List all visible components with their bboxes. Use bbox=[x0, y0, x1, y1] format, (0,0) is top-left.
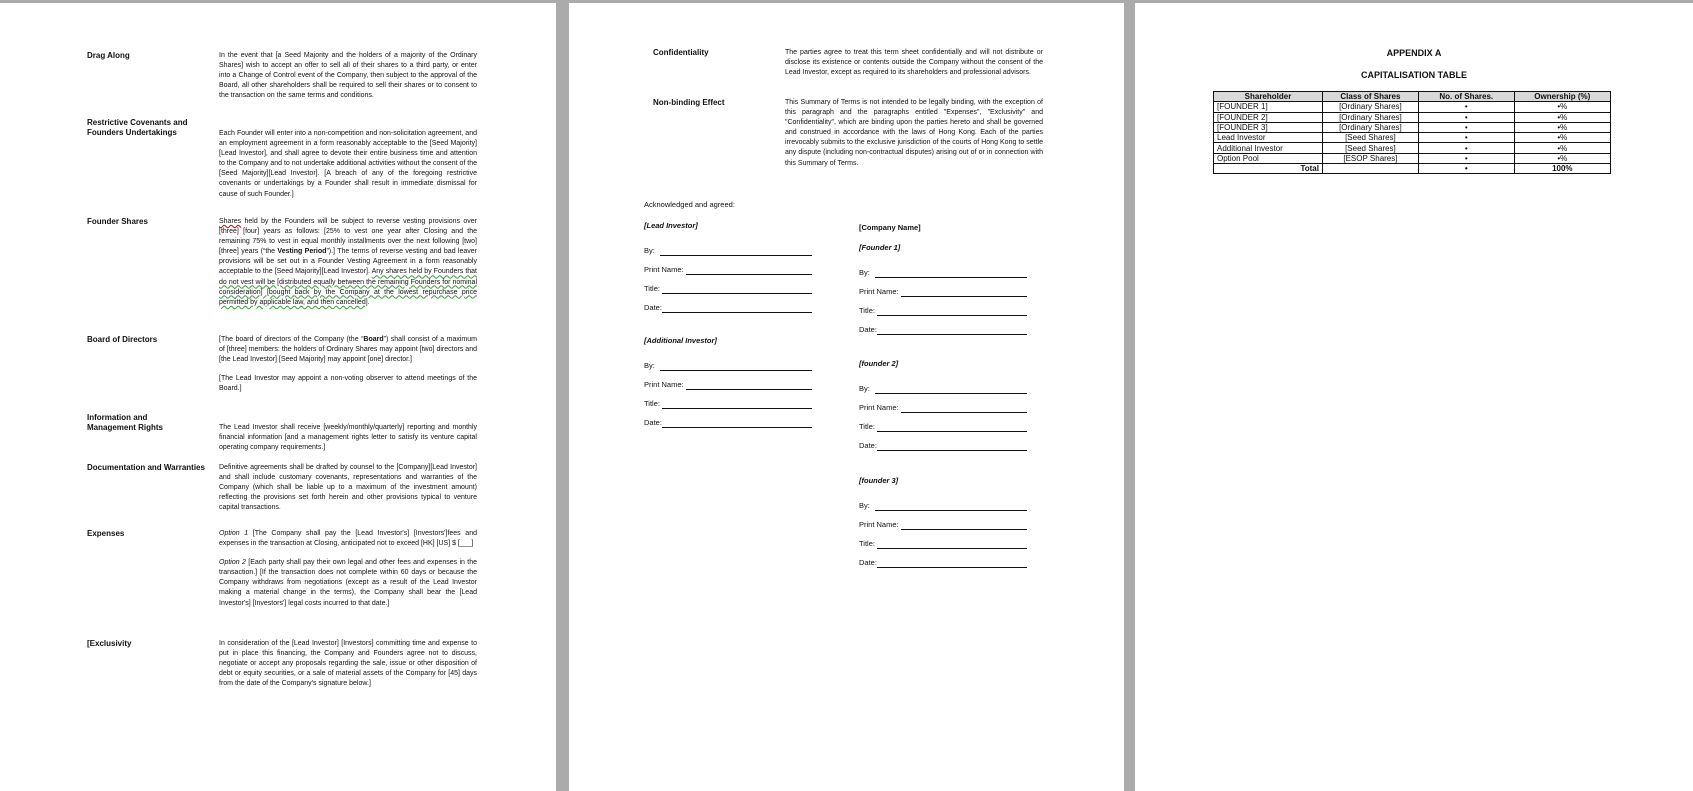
section-title: Restrictive Covenants and Founders Undertakings bbox=[87, 118, 188, 137]
column-header: Ownership (%) bbox=[1514, 92, 1610, 102]
signature-line-title[interactable]: Title: bbox=[644, 399, 812, 409]
table-cell: •% bbox=[1514, 143, 1610, 153]
table-cell: [Seed Shares] bbox=[1322, 133, 1418, 143]
table-row bbox=[1214, 112, 1611, 122]
section-title: Information and Management Rights bbox=[87, 413, 164, 432]
section-title-confidentiality: Confidentiality bbox=[653, 48, 709, 57]
table-cell: Lead Investor bbox=[1214, 133, 1323, 143]
table-cell: •% bbox=[1514, 112, 1610, 122]
section-title: Documentation and Warranties bbox=[87, 463, 205, 472]
table-row bbox=[1214, 133, 1611, 143]
signature-line-print-name[interactable]: Print Name: bbox=[859, 403, 1027, 413]
table-cell: [FOUNDER 2] bbox=[1214, 112, 1323, 122]
signature-line-print-name[interactable]: Print Name: bbox=[644, 265, 812, 275]
section-body: Shares held by the Founders will be subject to reverse vesting provisions over [three] [four] years as follows: [25% to vest one year after Closing and the remaining 75% to vest in equal monthly installments over the next following [two] [three] years (“the Vesting Period”).] The terms of reverse vesting and bad leaver provisions will be set out in a Founder Vesting Agreement in a form reasonably acceptable to the [Seed Majority][Lead Investor]. Any shares held by Founders that do not vest will be [distributed equally between the remaining Founders for nominal consideration] [bought back by the Company at the lowest repurchase price permitted by applicable law, and then cancelled]. bbox=[219, 218, 478, 306]
table-cell: [FOUNDER 3] bbox=[1214, 122, 1323, 132]
section-title: Founder Shares bbox=[87, 217, 148, 226]
signature-party-additional-investor: [Additional Investor] bbox=[644, 336, 717, 345]
table-row bbox=[1214, 122, 1611, 132]
table-row bbox=[1214, 102, 1611, 112]
section-title: [Exclusivity bbox=[87, 639, 132, 648]
spell-error-word: Shares bbox=[219, 218, 242, 225]
table-cell: 100% bbox=[1514, 164, 1610, 174]
section-body-confidentiality: The parties agree to treat this term sheet confidentially and will not distribute or disclose its existence or contents outside the Company without the consent of the Lead Investor, except as required to its shareholders and professional advisors. bbox=[785, 49, 1043, 77]
table-cell: •% bbox=[1514, 133, 1610, 143]
signature-line-print-name[interactable]: Print Name: bbox=[859, 520, 1027, 530]
signature-party-lead-investor: [Lead Investor] bbox=[644, 221, 698, 230]
section-title: Drag Along bbox=[87, 51, 130, 60]
document-page-1 bbox=[0, 3, 556, 791]
signature-line-date[interactable]: Date: bbox=[859, 441, 1027, 451]
signature-party-founder-3: [founder 3] bbox=[859, 476, 899, 485]
signature-line-by[interactable]: By: bbox=[644, 361, 812, 371]
column-header: Class of Shares bbox=[1322, 92, 1418, 102]
table-cell: [FOUNDER 1] bbox=[1214, 102, 1323, 112]
table-cell: [Ordinary Shares] bbox=[1322, 122, 1418, 132]
table-row bbox=[1214, 153, 1611, 163]
signature-line-print-name[interactable]: Print Name: bbox=[644, 380, 812, 390]
signature-line-title[interactable]: Title: bbox=[859, 306, 1027, 316]
table-total-row bbox=[1214, 164, 1611, 174]
signature-line-date[interactable]: Date: bbox=[859, 325, 1027, 335]
document-page-3 bbox=[1135, 3, 1693, 791]
section-body: Option 1 [The Company shall pay the [Lead Investor's] [Investors']fees and expenses in the transaction at Closing, anticipated not to exceed [HK] [US] $ [___] Option 2 [Each party shall pay their own legal and other fees and expenses in the transaction.] [If the transaction does not complete within 60 days or because the Company withdraws from negotiations (except as a result of the Lead Investor making a material change in the terms), the Company shall bear the [Lead Investor's] [Investors'] legal costs incurred to that date.] bbox=[219, 530, 478, 607]
column-header: No. of Shares. bbox=[1418, 92, 1514, 102]
section-body-non-binding: This Summary of Terms is not intended to be legally binding, with the exception of this paragraph and the paragraphs entitled "Expenses", "Exclusivity" and "Confidentiality", which are binding upon the parties hereto and shall be governed and construed in accordance with the laws of Hong Kong. Each of the parties irrevocably submits to the exclusive jurisdiction of the courts of Hong Kong to settle any dispute (including non-contractual disputes) arising out of or in connection with this Summary of Terms. bbox=[785, 99, 1043, 167]
table-cell: • bbox=[1418, 112, 1514, 122]
signature-line-by[interactable]: By: bbox=[859, 268, 1027, 278]
signature-line-title[interactable]: Title: bbox=[859, 539, 1027, 549]
table-cell: • bbox=[1418, 102, 1514, 112]
column-header: Shareholder bbox=[1214, 92, 1323, 102]
table-cell: [Ordinary Shares] bbox=[1322, 112, 1418, 122]
capitalisation-table bbox=[1213, 91, 1611, 174]
section-body: [The board of directors of the Company (the “Board”) shall consist of a maximum of [three] members: the holders of Ordinary Shares may appoint [two] directors and [the Lead Investor] [Seed Majority] may appoint [one] director.] [The Lead Investor may appoint a non-voting observer to attend meetings of the Board.] bbox=[219, 336, 477, 393]
table-cell: •% bbox=[1514, 102, 1610, 112]
signature-line-by[interactable]: By: bbox=[859, 501, 1027, 511]
section-body: Definitive agreements shall be drafted by counsel to the [Company][Lead Investor] and shall include customary covenants, representations and warranties of the Company (which shall be liable up to a maximum of the investment amount) reflecting the provisions set forth herein and other provisions typical to venture capital transactions. bbox=[219, 464, 477, 512]
table-cell: Option Pool bbox=[1214, 153, 1323, 163]
table-cell: [ESOP Shares] bbox=[1322, 153, 1418, 163]
table-cell: •% bbox=[1514, 122, 1610, 132]
section-body: In consideration of the [Lead Investor] [Investors] committing time and expense to put in place this financing, the Company and Founders agree not to discuss, negotiate or accept any proposals regarding the sale, issue or other disposition of debt or equity securities, or a sale of material assets of the Company for [45] days from the date of the Company's signature below.] bbox=[219, 640, 477, 688]
section-title: Expenses bbox=[87, 529, 125, 538]
signature-party-founder-2: [founder 2] bbox=[859, 359, 899, 368]
section-body: The Lead Investor shall receive [weekly/monthly/quarterly] reporting and monthly financial information [and a management rights letter to satisfy its venture capital operating company requirements.] bbox=[219, 424, 477, 452]
acknowledged-text: Acknowledged and agreed: bbox=[644, 200, 735, 209]
signature-line-title[interactable]: Title: bbox=[859, 422, 1027, 432]
table-cell: • bbox=[1418, 143, 1514, 153]
signature-line-by[interactable]: By: bbox=[859, 384, 1027, 394]
table-cell: • bbox=[1418, 153, 1514, 163]
table-cell: • bbox=[1418, 133, 1514, 143]
table-cell: Additional Investor bbox=[1214, 143, 1323, 153]
table-title: CAPITALISATION TABLE bbox=[1361, 70, 1467, 80]
signature-line-date[interactable]: Date: bbox=[644, 418, 812, 428]
table-header-row bbox=[1214, 92, 1611, 102]
table-cell bbox=[1322, 164, 1418, 174]
signature-line-print-name[interactable]: Print Name: bbox=[859, 287, 1027, 297]
section-body: In the event that [a Seed Majority and the holders of a majority of the Ordinary Shares] wish to accept an offer to sell all of their shares to a third party, or enter into a Change of Control event of the Company, then subject to the approval of the Board, all other shareholders shall be required to sell their shares or to consent to the transaction on the same terms and conditions. bbox=[219, 52, 477, 100]
table-cell: • bbox=[1418, 122, 1514, 132]
section-title-non-binding: Non-binding Effect bbox=[653, 98, 725, 107]
signature-party-company: [Company Name] bbox=[859, 223, 921, 232]
table-cell: Total bbox=[1214, 164, 1323, 174]
table-row bbox=[1214, 143, 1611, 153]
table-cell: [Seed Shares] bbox=[1322, 143, 1418, 153]
table-cell: • bbox=[1418, 164, 1514, 174]
signature-line-title[interactable]: Title: bbox=[644, 284, 812, 294]
signature-party-founder-1: [Founder 1] bbox=[859, 243, 901, 252]
section-body: Each Founder will enter into a non-competition and non-solicitation agreement, and an employment agreement in a form reasonably acceptable to the [Seed Majority][Lead Investor], and shall agree to devote their entire business time and attention to the Company and to not undertake additional activities without the consent of the [Seed Majority][Lead Investor]. [A breach of any of the foregoing restrictive covenants or undertakings by a Founder shall result in immediate dismissal for cause of such Founder.] bbox=[219, 130, 477, 198]
appendix-title: APPENDIX A bbox=[1386, 48, 1442, 58]
signature-line-by[interactable]: By: bbox=[644, 246, 812, 256]
table-cell: •% bbox=[1514, 153, 1610, 163]
signature-line-date[interactable]: Date: bbox=[644, 303, 812, 313]
section-title: Board of Directors bbox=[87, 335, 158, 344]
table-cell: [Ordinary Shares] bbox=[1322, 102, 1418, 112]
grammar-flagged-text: Any shares held by Founders that do not vest will be [distributed equally between the remaining Founders for nominal consideration] [bought back by the Company at the lowest repurchase price permitted by applicable law, and then cancelled] bbox=[219, 268, 478, 306]
signature-line-date[interactable]: Date: bbox=[859, 558, 1027, 568]
document-page-2 bbox=[569, 3, 1124, 791]
